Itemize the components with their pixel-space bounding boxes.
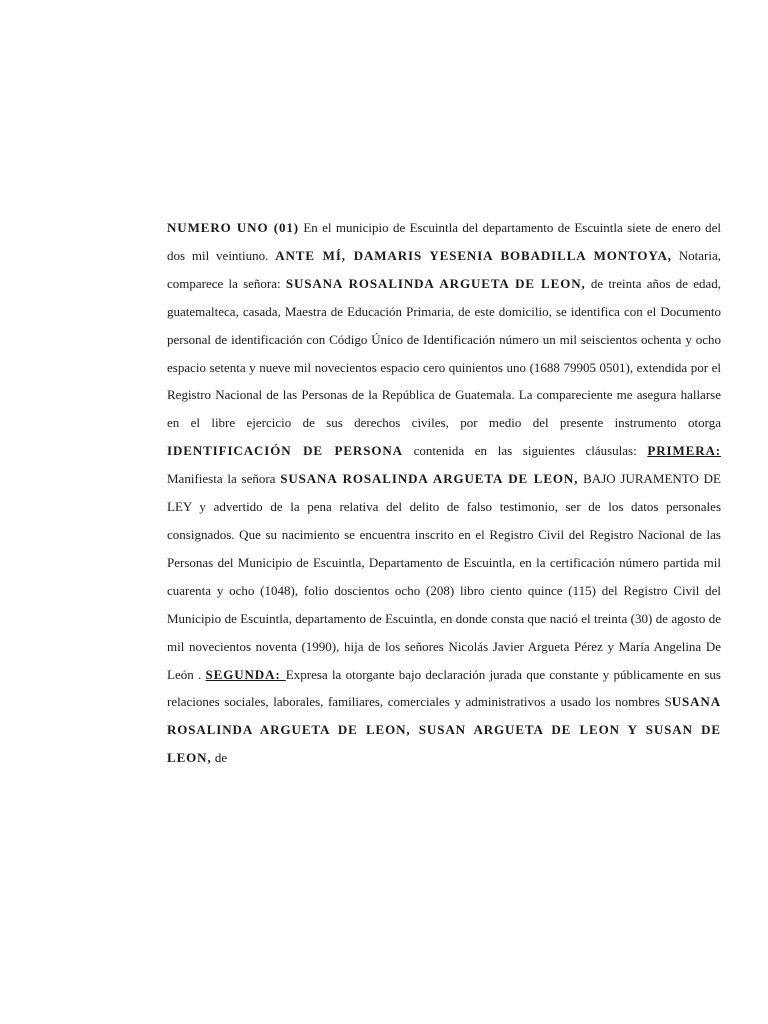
text-segment: Expresa la otorgante bajo declaración jurada que constante y públicamente en sus relaciones sociales, laborales, familiares, comerciales y administrativos a usado los nombres S: [167, 666, 721, 710]
names-used: USANA ROSALINDA ARGUETA DE LEON, SUSAN ARGUETA DE LEON Y SUSAN DE LEON,: [167, 694, 721, 766]
text-segment: de treinta años de edad, guatemalteca, casada, Maestra de Educación Primaria, de este domicilio, se identifica con el Documento personal de identificación con Código Único de Identificación número un mil seiscientos ochenta y ocho espacio setenta y nueve mil novecientos espacio cero quinientos uno (1688 79905 0501), extendida por el Registro Nacional de las Personas de la República de Guatemala. La compareciente me asegura hallarse en el libre ejercicio de sus derechos civiles, por medio del presente instrumento otorga: [167, 275, 721, 431]
clause-segunda-heading: SEGUNDA:: [205, 666, 286, 682]
text-segment: de: [211, 750, 228, 766]
text-segment: Manifiesta la señora: [167, 471, 281, 487]
clause-primera-heading: PRIMERA:: [647, 443, 721, 459]
appearing-party-name: SUSANA ROSALINDA ARGUETA DE LEON,: [285, 275, 586, 291]
appearing-party-name: SUSANA ROSALINDA ARGUETA DE LEON,: [280, 471, 579, 487]
notarial-deed-text: [167, 214, 721, 772]
deed-number: NUMERO UNO (01): [167, 220, 299, 235]
notary-name: ANTE MÍ, DAMARIS YESENIA BOBADILLA MONTOYA,: [275, 247, 672, 263]
deed-subject: IDENTIFICACIÓN DE PERSONA: [167, 443, 403, 459]
text-segment: BAJO JURAMENTO DE LEY y advertido de la pena relativa del delito de falso testimonio, ser de los datos personales consignados. Que su nacimiento se encuentra inscrito en el Registro Civil del Registro Nacional de las Personas del Municipio de Escuintla, Departamento de Escuintla, en la certificación número partida mil cuarenta y ocho (1048), folio doscientos ocho (208) libro ciento quince (115) del Registro Civil del Municipio de Escuintla, departamento de Escuintla, en donde consta que nació el treinta (30) de agosto de mil novecientos noventa (1990), hija de los señores Nicolás Javier Argueta Pérez y María Angelina De León .: [167, 471, 721, 682]
text-segment: Notaria, comparece la señora:: [167, 247, 721, 291]
deed-place-date: En el municipio de Escuintla del departamento de Escuintla siete de enero del dos mil veintiuno.: [167, 220, 722, 263]
text-segment: contenida en las siguientes cláusulas:: [402, 443, 648, 459]
